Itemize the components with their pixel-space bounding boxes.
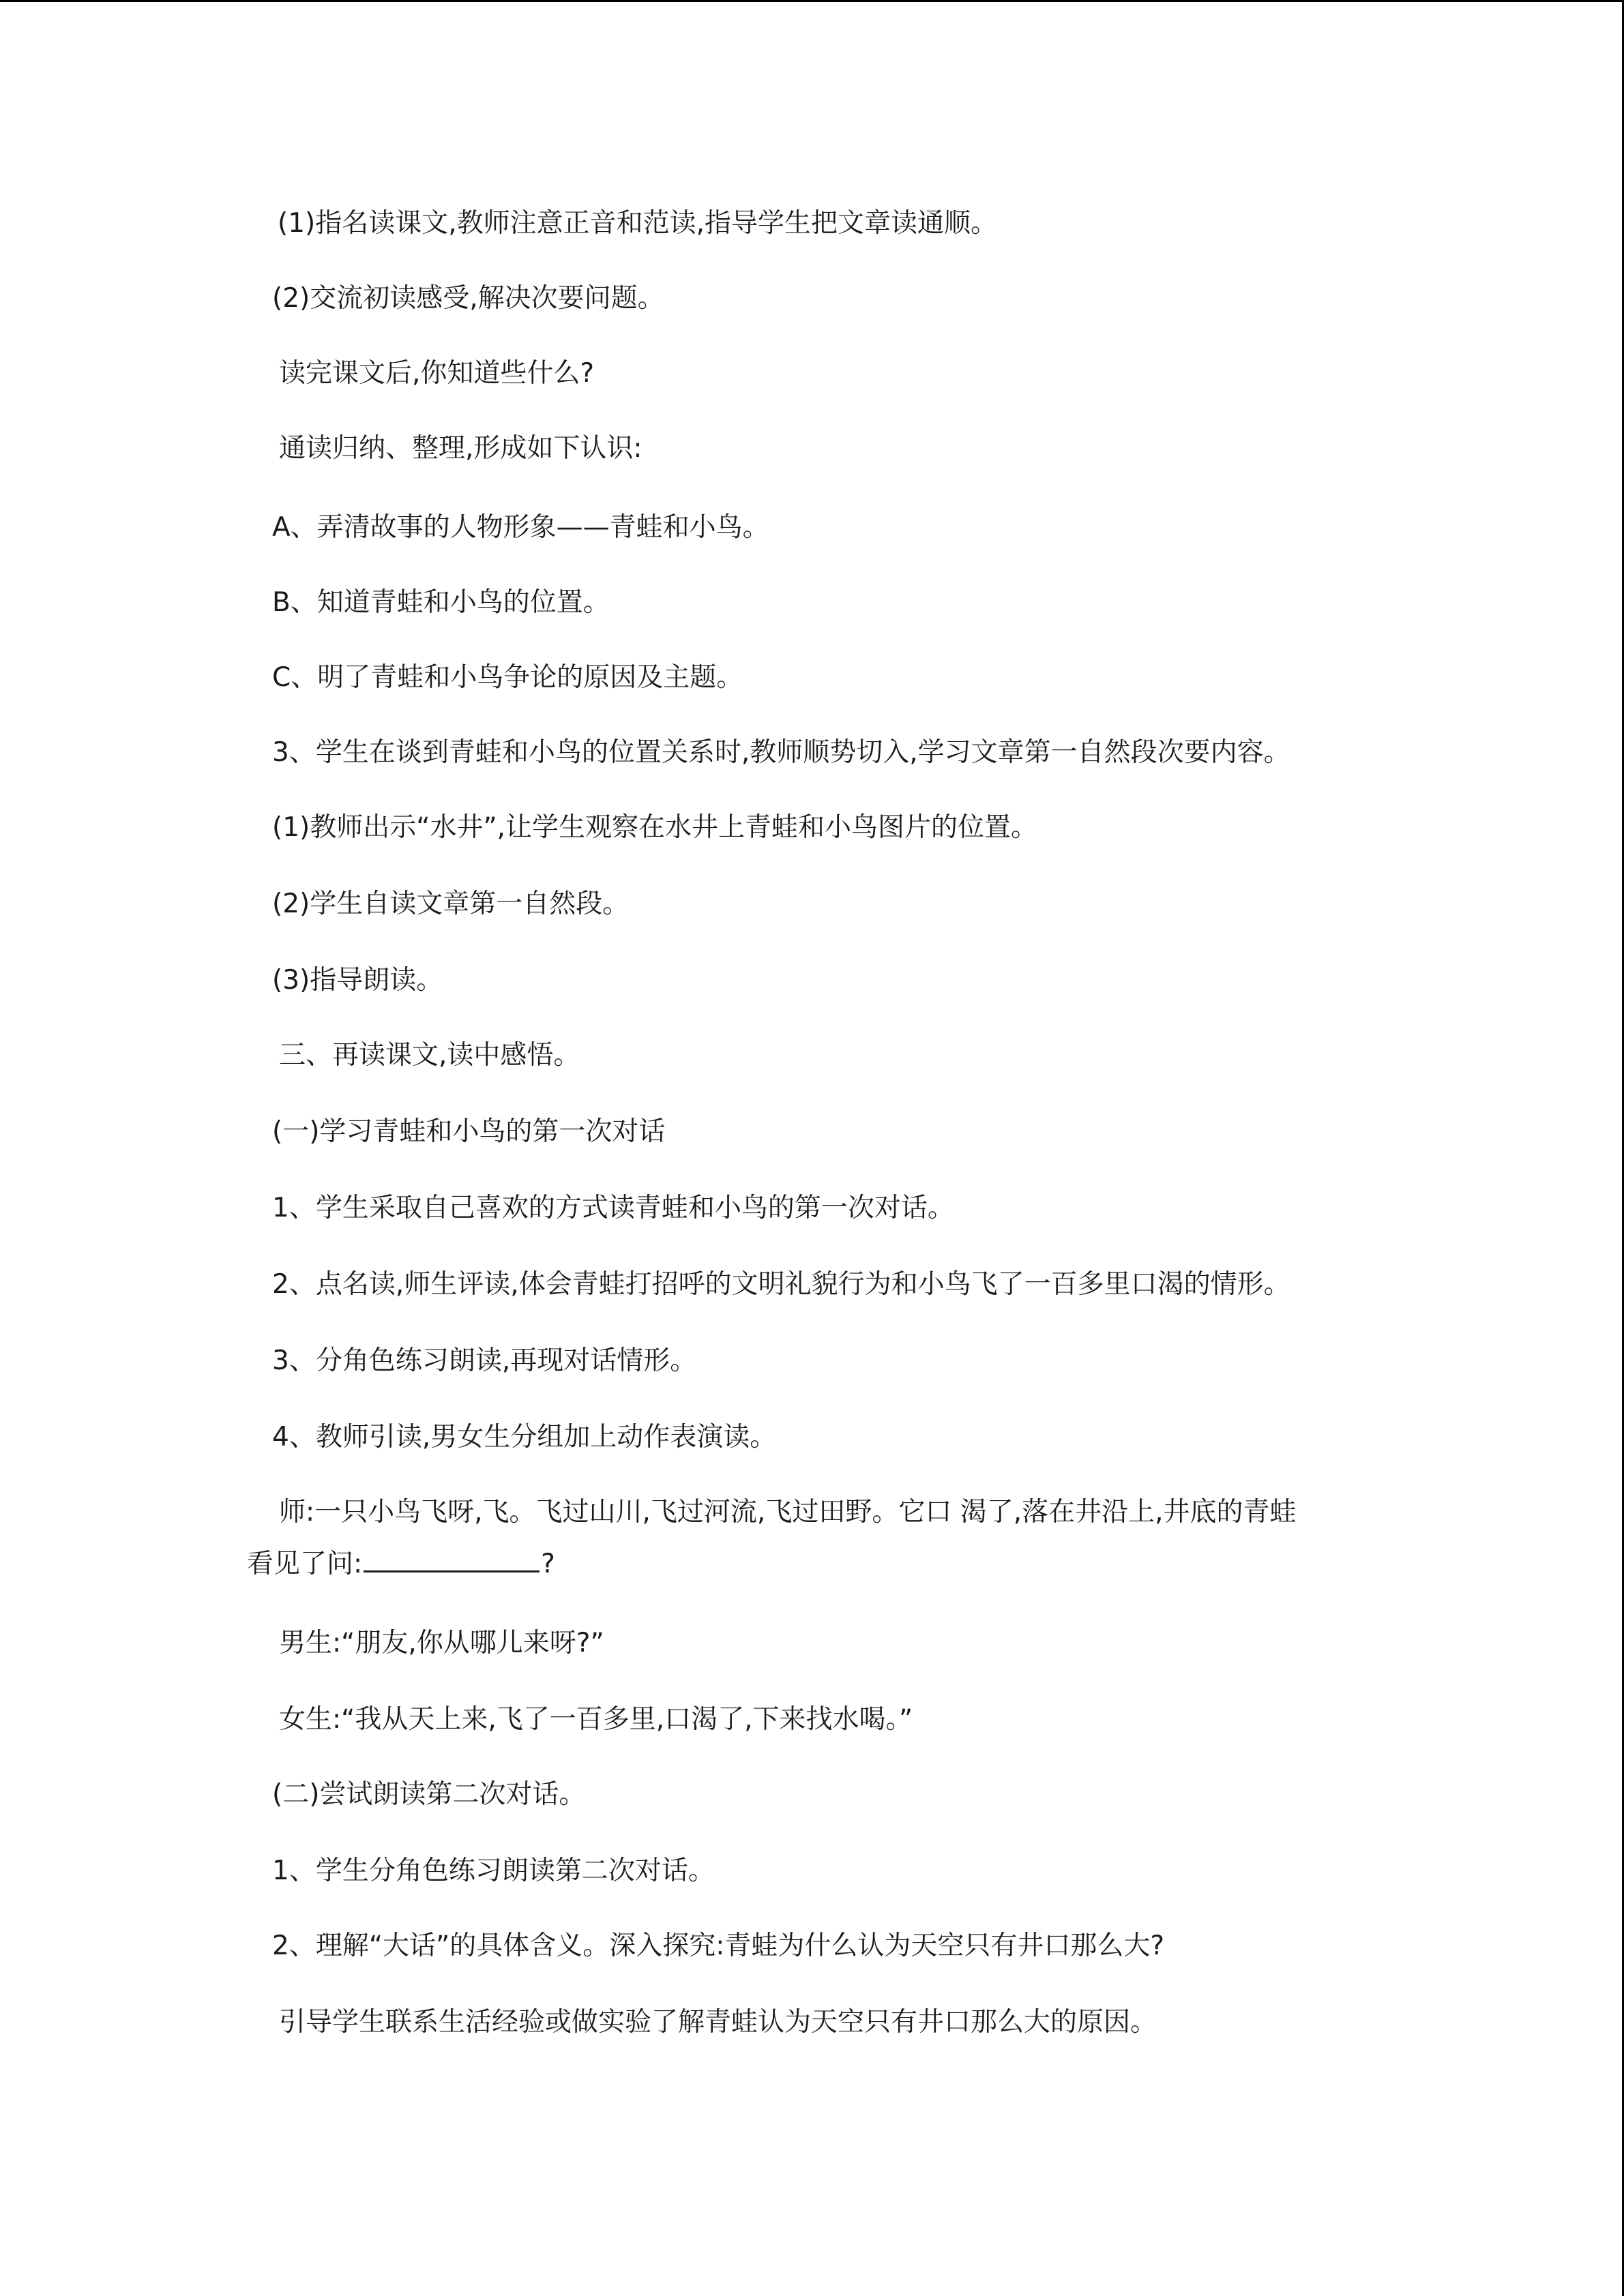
question-mark: ? xyxy=(541,1549,555,1579)
paragraph-line: 1、学生分角色练习朗读第二次对话。 xyxy=(272,1855,715,1886)
paragraph-line: (2)交流初读感受,解决次要问题。 xyxy=(272,283,664,314)
subsection-heading: (一)学习青蛙和小鸟的第一次对话 xyxy=(272,1116,666,1147)
paragraph-line: 2、点名读,师生评读,体会青蛙打招呼的文明礼貌行为和小鸟飞了一百多里口渴的情形。 xyxy=(272,1269,1290,1300)
paragraph-line: 1、学生采取自己喜欢的方式读青蛙和小鸟的第一次对话。 xyxy=(272,1193,954,1223)
section-heading: 三、再读课文,读中感悟。 xyxy=(279,1040,580,1071)
paragraph-line: 通读归纳、整理,形成如下认识: xyxy=(279,433,643,464)
paragraph-line: 2、理解“大话”的具体含义。深入探究:青蛙为什么认为天空只有井口那么大? xyxy=(272,1930,1165,1961)
paragraph-line: A、弄清故事的人物形象——青蛙和小鸟。 xyxy=(272,512,769,543)
paragraph-line: B、知道青蛙和小鸟的位置。 xyxy=(272,587,610,618)
teacher-line-continuation xyxy=(247,1545,555,1583)
paragraph-line: (1)教师出示“水井”,让学生观察在水井上青蛙和小鸟图片的位置。 xyxy=(272,812,1038,843)
paragraph-line: (2)学生自读文章第一自然段。 xyxy=(272,889,630,919)
subsection-heading: (二)尝试朗读第二次对话。 xyxy=(272,1779,586,1810)
paragraph-line: 引导学生联系生活经验或做实验了解青蛙认为天空只有井口那么大的原因。 xyxy=(279,2007,1157,2038)
boy-dialogue-line: 男生:“朋友,你从哪儿来呀?” xyxy=(279,1628,604,1658)
girl-dialogue-line: 女生:“我从天上来,飞了一百多里,口渴了,下来找水喝。” xyxy=(279,1704,913,1735)
paragraph-line: (3)指导朗读。 xyxy=(272,965,443,996)
teacher-line: 师:一只小鸟飞呀,飞。飞过山川,飞过河流,飞过田野。它口 渴了,落在井沿上,井底的青蛙 xyxy=(279,1497,1297,1527)
paragraph-line: 3、分角色练习朗读,再现对话情形。 xyxy=(272,1345,697,1376)
paragraph-line: C、明了青蛙和小鸟争论的原因及主题。 xyxy=(272,662,743,693)
paragraph-line: 4、教师引读,男女生分组加上动作表演读。 xyxy=(272,1422,777,1452)
paragraph-line: 读完课文后,你知道些什么? xyxy=(279,358,595,389)
fill-in-blank xyxy=(364,1570,540,1572)
teacher-question-prompt: 看见了问: xyxy=(247,1549,363,1579)
paragraph-line: 3、学生在谈到青蛙和小鸟的位置关系时,教师顺势切入,学习文章第一自然段次要内容。 xyxy=(272,737,1290,768)
paragraph-line: (1)指名读课文,教师注意正音和范读,指导学生把文章读通顺。 xyxy=(278,208,998,239)
